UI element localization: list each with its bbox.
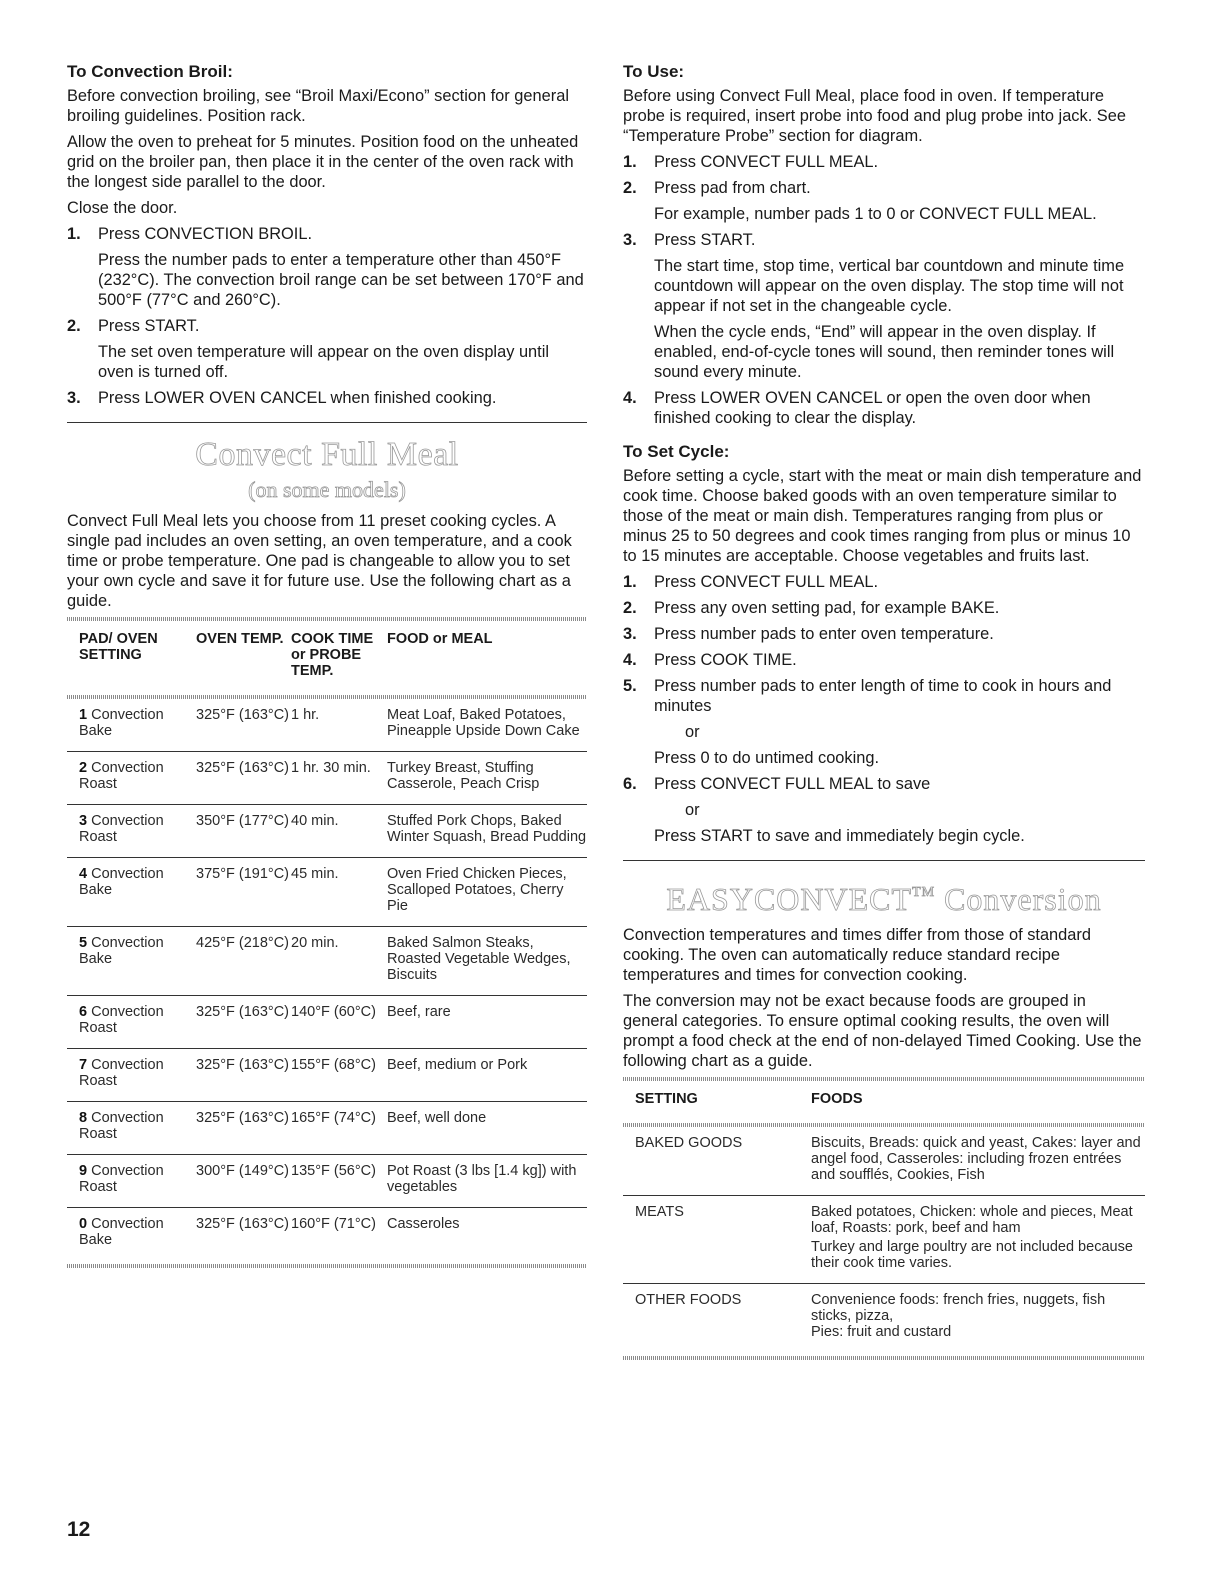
step-text: Press COOK TIME. <box>654 651 797 669</box>
pad-setting-cell <box>67 805 196 858</box>
cycle-intro: Before setting a cycle, start with the meat or main dish temperature and cook time. Choose baked goods with an oven temperature similar to those of the meat or main dish. Temperatures ranging from plus or minus 25 to 50 degrees and cook times ranging from plus or minus 10 to 15 minutes are acceptable. Choose vegetables and fruits last. <box>623 467 1142 565</box>
pad-setting-cell <box>67 1208 196 1261</box>
step-detail: The start time, stop time, vertical bar countdown and minute time countdown will appear on the oven display. The stop time will not appear if not set in the changeable cycle. <box>654 257 1125 315</box>
broil-preheat-text: Allow the oven to preheat for 5 minutes. Position food on the unheated grid on the broiler pan, then place it in the center of the oven rack with the longest side parallel to the door. <box>67 133 579 191</box>
step-text: Press number pads to enter oven temperature. <box>654 625 994 643</box>
table-row <box>67 699 587 752</box>
step-text: Press CONVECT FULL MEAL to save <box>654 775 931 793</box>
oven-temp-cell: 325°F (163°C) <box>196 752 291 805</box>
cook-time-cell: 155°F (68°C) <box>291 1049 387 1102</box>
table-row <box>623 1127 1145 1196</box>
pad-setting-cell <box>67 858 196 927</box>
right-column <box>623 62 1145 1366</box>
oven-temp-cell: 325°F (163°C) <box>196 1102 291 1155</box>
table-row <box>67 752 587 805</box>
cycle-step <box>623 572 1145 592</box>
table-row <box>67 1049 587 1102</box>
section-title <box>623 873 1145 919</box>
step-number: 2. <box>623 179 637 197</box>
dotted-rule <box>67 1264 587 1268</box>
food-cell: Casseroles <box>387 1216 460 1232</box>
step-number: 3. <box>623 231 637 249</box>
table-row <box>67 996 587 1049</box>
easy-intro: Convection temperatures and times differ from those of standard cooking. The oven can automatically reduce standard recipe temperatures and times for convection cooking. <box>623 926 1091 984</box>
cook-time-cell: 140°F (60°C) <box>291 996 387 1049</box>
use-step <box>623 152 1145 172</box>
table-row <box>623 1284 1145 1353</box>
section-subtitle: (on some models) <box>248 477 406 502</box>
foods-text: Convenience foods: french fries, nuggets, fish sticks, pizza, <box>811 1292 1106 1324</box>
oven-setting: Convection Roast <box>79 1110 164 1142</box>
oven-temp-cell: 300°F (149°C) <box>196 1155 291 1208</box>
pad-setting-cell <box>67 1155 196 1208</box>
to-use-heading: To Use: <box>623 62 685 81</box>
pad-number: 4 <box>79 866 88 882</box>
food-cell: Stuffed Pork Chops, Baked Winter Squash, Bread Pudding <box>387 805 587 858</box>
food-cell: Meat Loaf, Baked Potatoes, Pineapple Upside Down Cake <box>387 699 587 752</box>
step-text: Press LOWER OVEN CANCEL or open the oven door when finished cooking to clear the display. <box>654 389 1091 427</box>
foods-text: Baked potatoes, Chicken: whole and pieces, Meat loaf, Roasts: pork, beef and ham <box>811 1204 1133 1236</box>
pad-number: 3 <box>79 813 88 829</box>
foods-note: Pies: fruit and custard <box>811 1324 952 1340</box>
oven-setting: Convection Bake <box>79 707 164 739</box>
oven-temp-cell: 325°F (163°C) <box>196 1216 289 1232</box>
table-row <box>623 1196 1145 1284</box>
oven-setting: Convection Bake <box>79 935 164 967</box>
cycle-step <box>623 598 1145 618</box>
column-header: PAD/ OVEN SETTING <box>79 631 158 663</box>
cycle-step <box>623 650 1145 670</box>
setting-cell: BAKED GOODS <box>623 1127 811 1196</box>
oven-setting: Convection Roast <box>79 1057 164 1089</box>
cook-time-cell: 45 min. <box>291 858 387 927</box>
table-row <box>67 927 587 996</box>
oven-temp-cell: 425°F (218°C) <box>196 927 291 996</box>
food-cell: Baked Salmon Steaks, Roasted Vegetable Wedges, Biscuits <box>387 927 587 996</box>
use-intro: Before using Convect Full Meal, place food in oven. If temperature probe is required, insert probe into food and plug probe into jack. See “Temperature Probe” section for diagram. <box>623 87 1126 145</box>
pad-number: 7 <box>79 1057 88 1073</box>
step-text: Press number pads to enter length of time to cook in hours and minutes <box>654 677 1112 715</box>
pad-number: 0 <box>79 1216 88 1232</box>
pad-number: 5 <box>79 935 88 951</box>
oven-temp-cell: 325°F (163°C) <box>196 699 291 752</box>
pad-setting-cell <box>67 1049 196 1102</box>
page-number: 12 <box>67 1518 91 1541</box>
convection-broil-heading: To Convection Broil: <box>67 62 233 81</box>
pad-setting-cell <box>67 752 196 805</box>
oven-temp-cell: 350°F (177°C) <box>196 805 291 858</box>
pad-setting-cell <box>67 1102 196 1155</box>
foods-cell <box>811 1196 1145 1284</box>
column-header: COOK TIME or PROBE TEMP. <box>291 631 374 679</box>
foods-text: Biscuits, Breads: quick and yeast, Cakes: layer and angel food, Casseroles: including frozen entrées and soufflés, Cookies, Fish <box>811 1135 1141 1183</box>
step-detail: The set oven temperature will appear on the oven display until oven is turned off. <box>98 343 550 381</box>
dotted-rule <box>67 617 587 621</box>
step-detail: When the cycle ends, “End” will appear in the oven display. If enabled, end-of-cycle tones will sound, then reminder tones will sound every minute. <box>654 323 1115 381</box>
step-number: 4. <box>623 651 637 669</box>
set-cycle-heading: To Set Cycle: <box>623 442 730 461</box>
step-text: Press any oven setting pad, for example BAKE. <box>654 599 1000 617</box>
column-header: SETTING <box>635 1091 698 1107</box>
broil-close-door-text: Close the door. <box>67 199 178 217</box>
pad-setting-cell <box>67 699 196 752</box>
cycle-step <box>623 624 1145 644</box>
foods-cell <box>811 1127 1145 1196</box>
oven-setting: Convection Roast <box>79 760 164 792</box>
cycle-step <box>623 676 1145 768</box>
setting-cell: OTHER FOODS <box>635 1292 742 1308</box>
step-text: Press CONVECT FULL MEAL. <box>654 153 879 171</box>
convect-full-meal-table <box>67 627 587 1260</box>
food-cell: Beef, well done <box>387 1102 587 1155</box>
column-header: FOODS <box>811 1091 863 1107</box>
step-detail: Press the number pads to enter a temperature other than 450°F (232°C). The convection broil range can be set between 170°F and 500°F (77°C and 260°C). <box>98 251 584 309</box>
title-main: EASYCONVECT <box>666 881 913 917</box>
step-number: 1. <box>67 225 81 243</box>
pad-number: 1 <box>79 707 88 723</box>
pad-number: 2 <box>79 760 88 776</box>
step-text: Press CONVECT FULL MEAL. <box>654 573 879 591</box>
cook-time-cell: 165°F (74°C) <box>291 1102 387 1155</box>
table-header-row <box>67 627 587 695</box>
oven-setting: Convection Roast <box>79 1163 164 1195</box>
use-step <box>623 230 1145 382</box>
foods-cell <box>811 1284 1145 1353</box>
cook-time-cell: 40 min. <box>291 805 387 858</box>
oven-temp-cell: 325°F (163°C) <box>196 996 291 1049</box>
food-cell: Turkey Breast, Stuffing Casserole, Peach Crisp <box>387 752 587 805</box>
oven-temp-cell: 375°F (191°C) <box>196 858 291 927</box>
step-number: 3. <box>67 389 81 407</box>
use-step <box>623 178 1145 224</box>
foods-note: Turkey and large poultry are not included because their cook time varies. <box>811 1239 1133 1271</box>
step-number: 4. <box>623 389 637 407</box>
oven-setting: Convection Roast <box>79 1004 164 1036</box>
oven-temp-cell: 325°F (163°C) <box>196 1049 291 1102</box>
oven-setting: Convection Bake <box>79 1216 164 1248</box>
trademark-mark: TM <box>912 885 936 900</box>
table-row <box>67 1102 587 1155</box>
food-cell: Pot Roast (3 lbs [1.4 kg]) with vegetables <box>387 1155 587 1208</box>
dotted-rule <box>623 1077 1145 1081</box>
section-divider <box>623 860 1145 861</box>
food-cell: Beef, medium or Pork <box>387 1049 587 1102</box>
step-text: Press START. <box>654 231 756 249</box>
setting-cell: MEATS <box>623 1196 811 1284</box>
cook-time-cell: 160°F (71°C) <box>291 1216 376 1232</box>
meal-intro: Convect Full Meal lets you choose from 11 preset cooking cycles. A single pad includes an oven setting, an oven temperature, and a cook time or probe temperature. One pad is changeable to allow you to set your own cycle and save it for future use. Use the following chart as a guide. <box>67 512 572 610</box>
column-header: FOOD or MEAL <box>387 631 493 647</box>
table-row <box>67 1208 587 1261</box>
broil-steps <box>67 224 587 408</box>
cycle-step <box>623 774 1145 846</box>
use-steps <box>623 152 1145 428</box>
broil-step <box>67 224 587 310</box>
or-text: or <box>685 801 700 819</box>
food-cell: Oven Fried Chicken Pieces, Scalloped Potatoes, Cherry Pie <box>387 858 587 927</box>
easyconvect-table <box>623 1087 1145 1352</box>
step-text: Press LOWER OVEN CANCEL when finished cooking. <box>98 389 497 407</box>
easy-detail: The conversion may not be exact because foods are grouped in general categories. To ensure optimal cooking results, the oven will prompt a food check at the end of non-delayed Timed Cooking. Use the following chart as a guide. <box>623 992 1142 1070</box>
food-cell: Beef, rare <box>387 996 587 1049</box>
section-title: Convect Full Meal <box>195 436 459 473</box>
oven-setting: Convection Roast <box>79 813 164 845</box>
cycle-steps <box>623 572 1145 846</box>
section-divider <box>67 422 587 423</box>
table-row <box>67 858 587 927</box>
step-text: Press START. <box>98 317 200 335</box>
step-detail: For example, number pads 1 to 0 or CONVECT FULL MEAL. <box>654 205 1097 223</box>
step-detail: Press START to save and immediately begin cycle. <box>654 827 1025 845</box>
left-column <box>67 62 587 1274</box>
broil-step <box>67 316 587 382</box>
dotted-rule <box>623 1356 1145 1360</box>
table-row <box>67 1155 587 1208</box>
oven-setting: Convection Bake <box>79 866 164 898</box>
convect-full-meal-banner <box>67 435 587 503</box>
cook-time-cell: 1 hr. 30 min. <box>291 752 387 805</box>
table-row <box>67 805 587 858</box>
step-text: Press CONVECTION BROIL. <box>98 225 313 243</box>
step-number: 1. <box>623 573 637 591</box>
broil-intro: Before convection broiling, see “Broil Maxi/Econo” section for general broiling guidelines. Position rack. <box>67 87 569 125</box>
pad-number: 8 <box>79 1110 88 1126</box>
table-header-row <box>623 1087 1145 1123</box>
step-text: Press pad from chart. <box>654 179 811 197</box>
use-step <box>623 388 1145 428</box>
step-number: 1. <box>623 153 637 171</box>
step-number: 5. <box>623 677 637 695</box>
step-number: 3. <box>623 625 637 643</box>
cook-time-cell: 135°F (56°C) <box>291 1155 387 1208</box>
column-header: OVEN TEMP. <box>196 631 284 647</box>
easyconvect-banner <box>623 873 1145 919</box>
title-end: Conversion <box>935 881 1102 917</box>
cook-time-cell: 1 hr. <box>291 699 387 752</box>
broil-step <box>67 388 587 408</box>
pad-setting-cell <box>67 927 196 996</box>
step-detail: Press 0 to do untimed cooking. <box>654 749 880 767</box>
pad-number: 9 <box>79 1163 88 1179</box>
step-number: 2. <box>623 599 637 617</box>
pad-number: 6 <box>79 1004 88 1020</box>
step-number: 6. <box>623 775 637 793</box>
pad-setting-cell <box>67 996 196 1049</box>
step-number: 2. <box>67 317 81 335</box>
cook-time-cell: 20 min. <box>291 927 387 996</box>
or-text: or <box>685 723 700 741</box>
